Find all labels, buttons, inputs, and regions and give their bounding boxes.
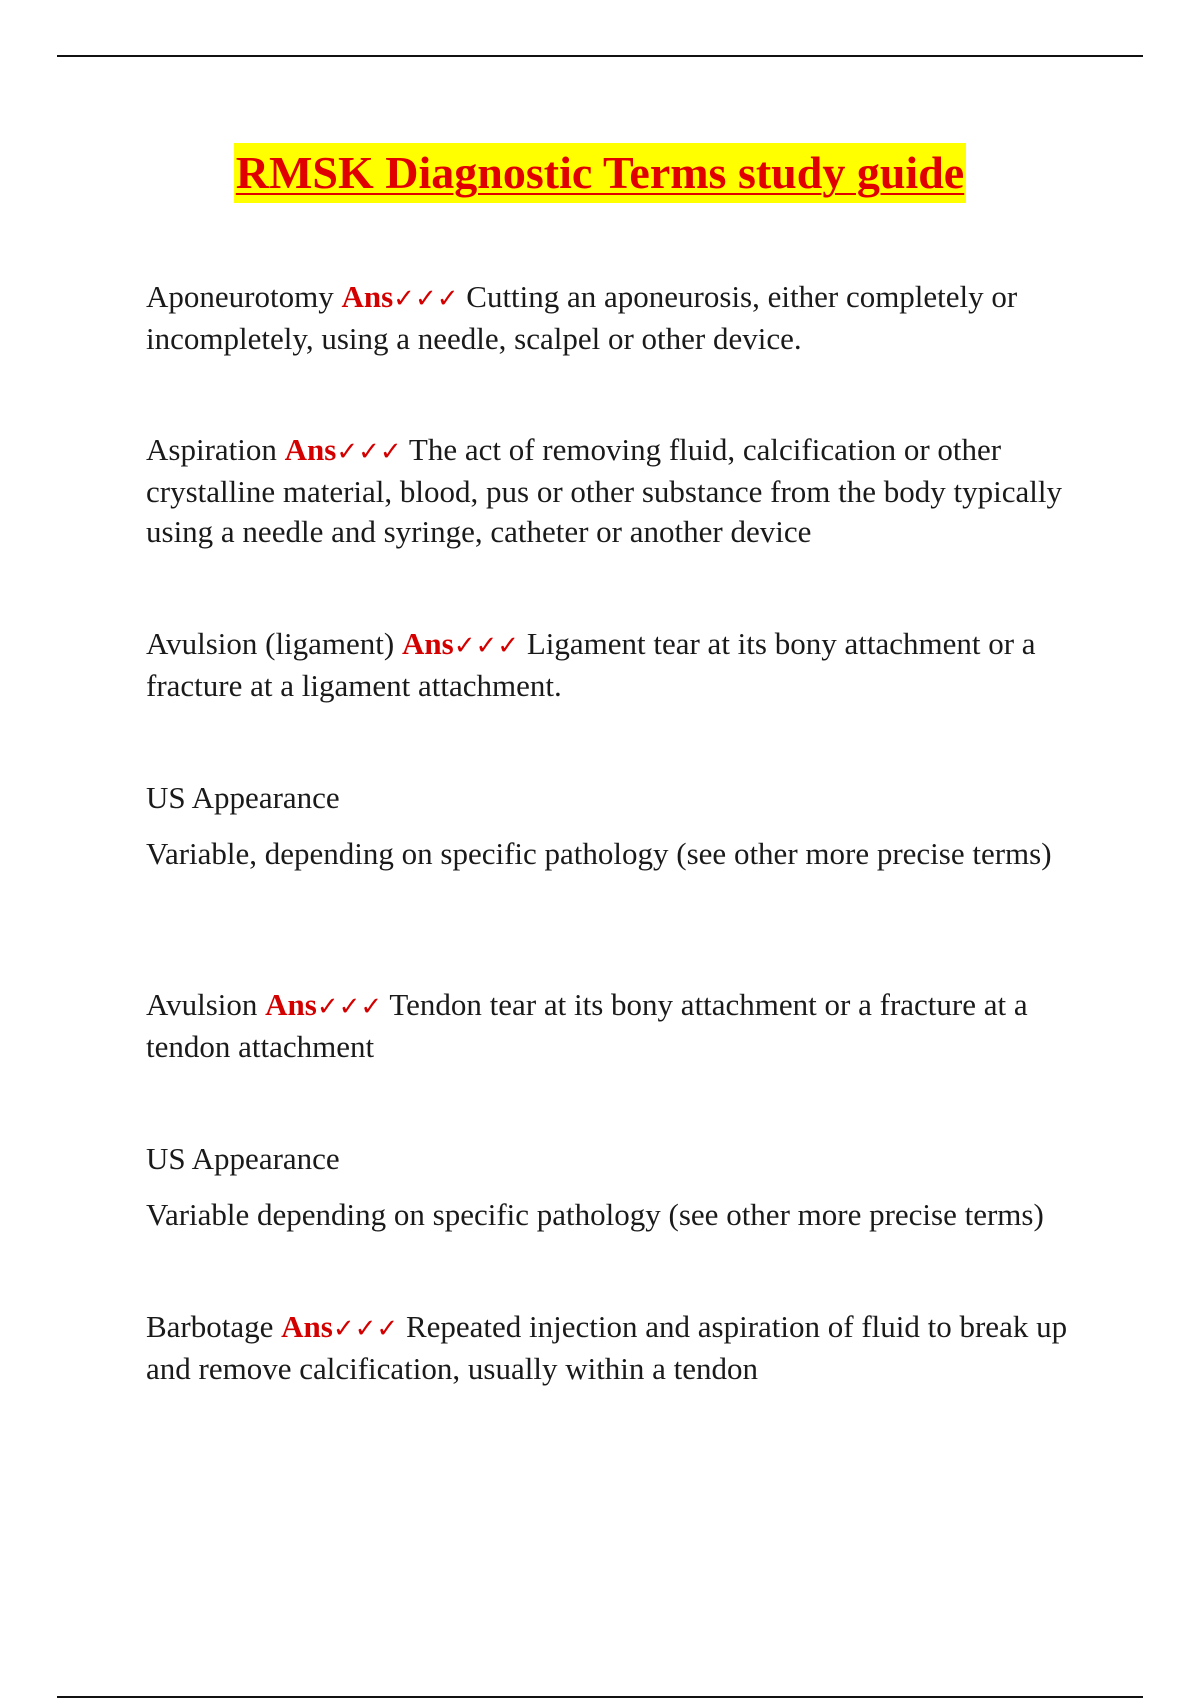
entry-definition: Cutting an aponeurosis, either completely or incompletely, using a needle, scalpel or other device. xyxy=(146,279,1018,356)
note-us-appearance-text-2 xyxy=(146,1195,1096,1235)
entry-term: Barbotage xyxy=(146,1309,274,1344)
entry-barbotage xyxy=(146,1307,1096,1389)
title-container xyxy=(0,143,1200,203)
footer-rule xyxy=(57,1696,1143,1698)
note-heading: US Appearance xyxy=(146,780,340,815)
entry-aponeurotomy xyxy=(146,277,1096,359)
checkmarks-icon: ✓✓✓ xyxy=(316,992,383,1022)
entry-definition: Ligament tear at its bony attachment or a fracture at a ligament attachment. xyxy=(146,626,1036,703)
answer-label: Ans xyxy=(281,1309,333,1344)
entry-avulsion-ligament xyxy=(146,624,1096,706)
checkmarks-icon: ✓✓✓ xyxy=(393,284,459,314)
entry-term: Aponeurotomy xyxy=(146,279,334,314)
checkmarks-icon: ✓✓✓ xyxy=(336,437,402,467)
header-rule xyxy=(57,55,1143,57)
entry-term: Avulsion (ligament) xyxy=(146,626,395,661)
answer-label: Ans xyxy=(341,279,394,314)
document-title: RMSK Diagnostic Terms study guide xyxy=(234,143,966,203)
answer-label: Ans xyxy=(265,987,317,1022)
answer-label: Ans xyxy=(402,626,454,661)
entry-term: Aspiration xyxy=(146,432,277,467)
entry-definition: Repeated injection and aspiration of fluid to break up and remove calcification, usually within a tendon xyxy=(146,1309,1068,1386)
note-heading: US Appearance xyxy=(146,1141,340,1176)
entry-aspiration xyxy=(146,430,1096,552)
note-us-appearance-heading-2 xyxy=(146,1139,1096,1179)
checkmarks-icon: ✓✓✓ xyxy=(453,631,520,661)
note-us-appearance-text xyxy=(146,834,1096,874)
entry-definition: Tendon tear at its bony attachment or a fracture at a tendon attachment xyxy=(146,987,1028,1064)
answer-label: Ans xyxy=(284,432,337,467)
note-text: Variable, depending on specific pathology (see other more precise terms) xyxy=(146,836,1052,871)
entry-definition: The act of removing fluid, calcification or other crystalline material, blood, pus or other substance from the body typically using a needle and syringe, catheter or another device xyxy=(146,432,1062,549)
entry-term: Avulsion xyxy=(146,987,258,1022)
note-us-appearance-heading xyxy=(146,778,1096,818)
checkmarks-icon: ✓✓✓ xyxy=(332,1314,399,1344)
note-text: Variable depending on specific pathology (see other more precise terms) xyxy=(146,1197,1044,1232)
entry-avulsion-tendon xyxy=(146,985,1096,1067)
